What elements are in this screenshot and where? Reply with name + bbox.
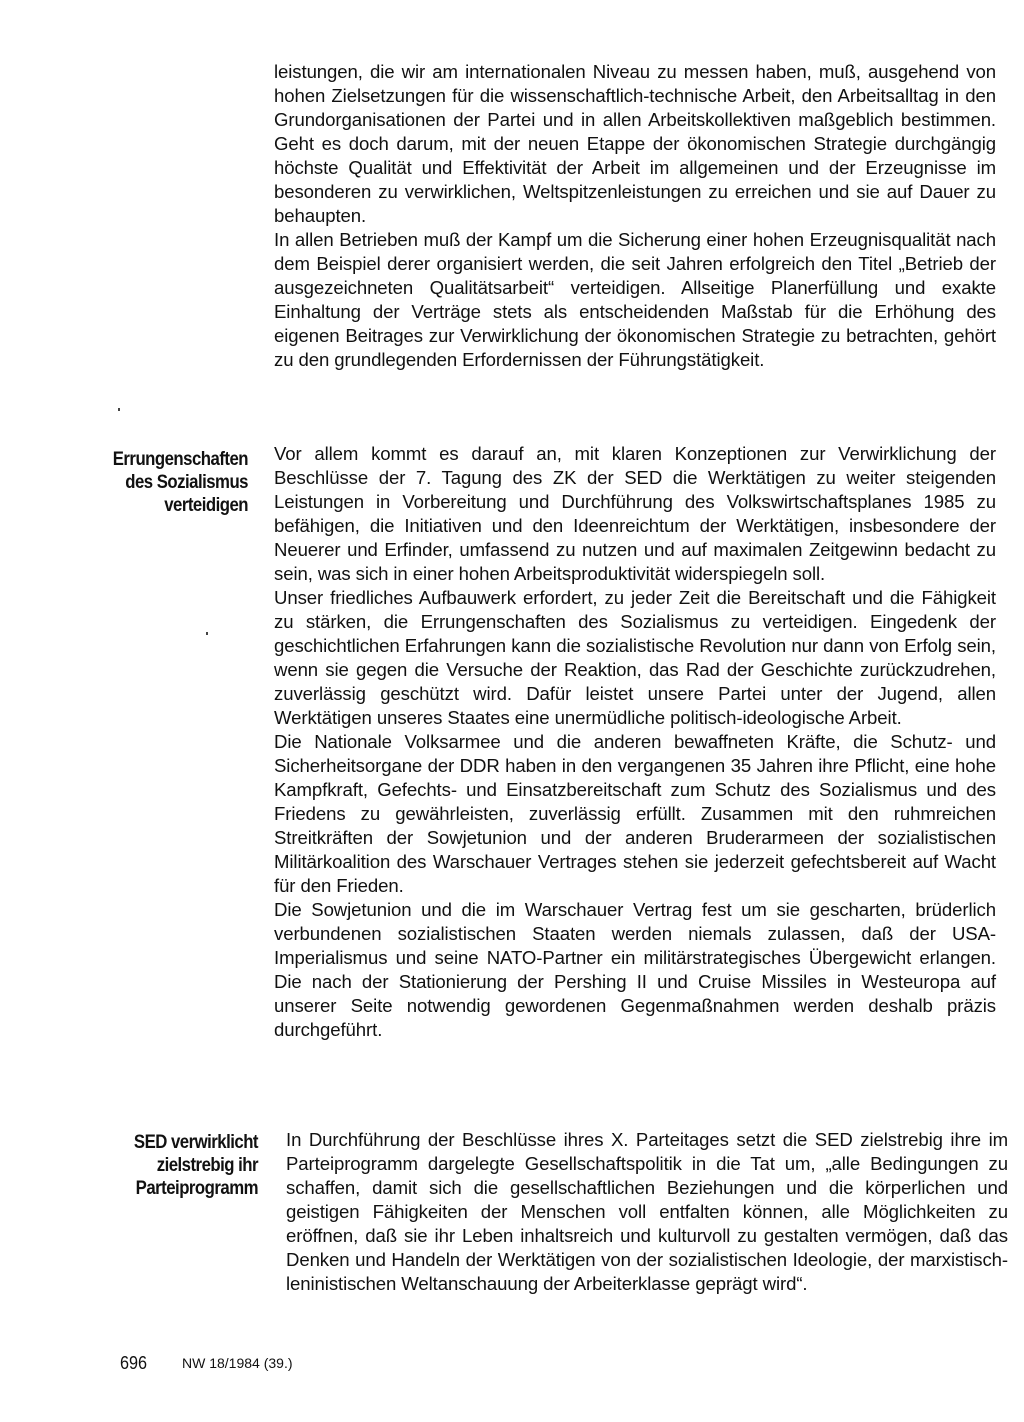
paragraph: Die Sowjetunion und die im Warschauer Vertrag fest um sie gescharten, brüderlich verbundenen sozialistischen Staaten werden niemals zulassen, daß der USA-Imperialismus und seine NATO-Partner ein militärstrategisches Übergewicht erlangen. Die nach der Stationierung der Pershing II und Cruise Missiles in Westeuropa auf unserer Seite notwendig gewordenen Gegenmaßnahmen werden deshalb präzis durchgeführt. — [274, 899, 996, 1040]
paragraph: Vor allem kommt es darauf an, mit klaren Konzeptionen zur Verwirklichung der Beschlüsse der 7. Tagung des ZK der SED die Werktätigen zu weiter steigenden Leistungen in Vorbereitung und Durchführung des Volkswirtschaftsplanes 1985 zu befähigen, die Initiativen und den Ideenreichtum der Werktätigen, insbesondere der Neuerer und Erfinder, umfassend zu nutzen und auf maximalen Zeitgewinn bedacht zu sein, was sich in einer hohen Arbeitsproduktivität widerspiegeln soll. — [274, 443, 996, 584]
paragraph: In allen Betrieben muß der Kampf um die Sicherung einer hohen Erzeugnisqualität nach dem Beispiel derer organisiert werden, die seit Jahren erfolgreich den Titel „Betrieb der ausgezeichneten Qualitätsarbeit“ verteidigen. Allseitige Planerfüllung und exakte Einhaltung der Verträge stets als entscheidenden Maßstab für die Erhöhung des eigenen Beitrages zur Verwirklichung der ökonomischen Strategie zu betrachten, gehört zu den grundlegenden Erfordernissen der Führungstätigkeit. — [274, 229, 996, 370]
margin-heading-line: SED verwirklicht — [133, 1131, 258, 1153]
text-block-parteiprogramm — [286, 1128, 1008, 1296]
page-number: 696 — [120, 1353, 148, 1373]
paragraph: Unser friedliches Aufbauwerk erfordert, zu jeder Zeit die Bereitschaft und die Fähigkeit zu stärken, die Errungenschaften des Sozialismus zu verteidigen. Eingedenk der geschichtlichen Erfahrungen kann die sozialistische Revolution nur dann von Erfolg sein, wenn sie gegen die Versuche der Reaktion, das Rad der Geschichte zurückzudrehen, zuverlässig geschützt wird. Dafür leistet unsere Partei unter der Jugend, allen Werktätigen unseres Staates eine unermüdliche politisch-ideologische Arbeit. — [274, 587, 996, 728]
scan-speck — [206, 632, 208, 635]
margin-heading-line: Errungenschaften — [112, 448, 248, 470]
margin-heading-line: des Sozialismus — [125, 471, 248, 493]
source-reference: NW 18/1984 (39.) — [182, 1355, 293, 1371]
margin-heading-line: zielstrebig ihr — [156, 1154, 258, 1176]
margin-heading-parteiprogramm — [69, 1131, 258, 1200]
margin-heading-line: verteidigen — [164, 494, 248, 516]
scan-speck — [118, 408, 120, 411]
text-block-intro — [274, 60, 996, 372]
paragraph: In Durchführung der Beschlüsse ihres X. Parteitages setzt die SED zielstrebig ihre im Parteiprogramm dargelegte Gesellschaftspolitik in die Tat um, „alle Bedingungen zu schaffen, damit sich die gesellschaftlichen Beziehungen und die körperlichen und geistigen Fähigkeiten der Menschen voll entfalten können, alle Möglichkeiten zu eröffnen, daß sie ihr Leben inhaltsreich und kulturvoll zu gestalten vermögen, daß das Denken und Handeln der Werktätigen von der sozialistischen Ideologie, der marxistisch-leninistischen Weltanschauung der Arbeiterklasse geprägt wird“. — [286, 1129, 1008, 1294]
paragraph: Die Nationale Volksarmee und die anderen bewaffneten Kräfte, die Schutz- und Sicherheitsorgane der DDR haben in den vergangenen 35 Jahren ihre Pflicht, eine hohe Kampfkraft, Gefechts- und Einsatzbereitschaft zum Schutz des Sozialismus und des Friedens zu gewährleisten, zuverlässig erfüllt. Zusammen mit den ruhmreichen Streitkräften der Sowjetunion und der anderen Bruderarmeen der sozialistischen Militärkoalition des Warschauer Vertrages stehen sie jederzeit gefechtsbereit auf Wacht für den Frieden. — [274, 731, 996, 896]
paragraph: leistungen, die wir am internationalen Niveau zu messen haben, muß, ausgehend von hohen Zielsetzungen für die wissenschaftlich-technische Arbeit, den Arbeitsalltag in den Grundorganisationen der Partei und in allen Arbeitskollektiven maßgeblich bestimmen. Geht es doch darum, mit der neuen Etappe der ökonomischen Strategie durchgängig höchste Qualität und Effektivität der Arbeit im allgemeinen und der Erzeugnisse im besonderen zu verwirklichen, Weltspitzenleistungen zu erreichen und sie auf Dauer zu behaupten. — [274, 61, 996, 226]
text-block-errungenschaften — [274, 442, 996, 1042]
margin-heading-line: Parteiprogramm — [135, 1177, 258, 1199]
margin-heading-errungenschaften — [59, 448, 248, 517]
